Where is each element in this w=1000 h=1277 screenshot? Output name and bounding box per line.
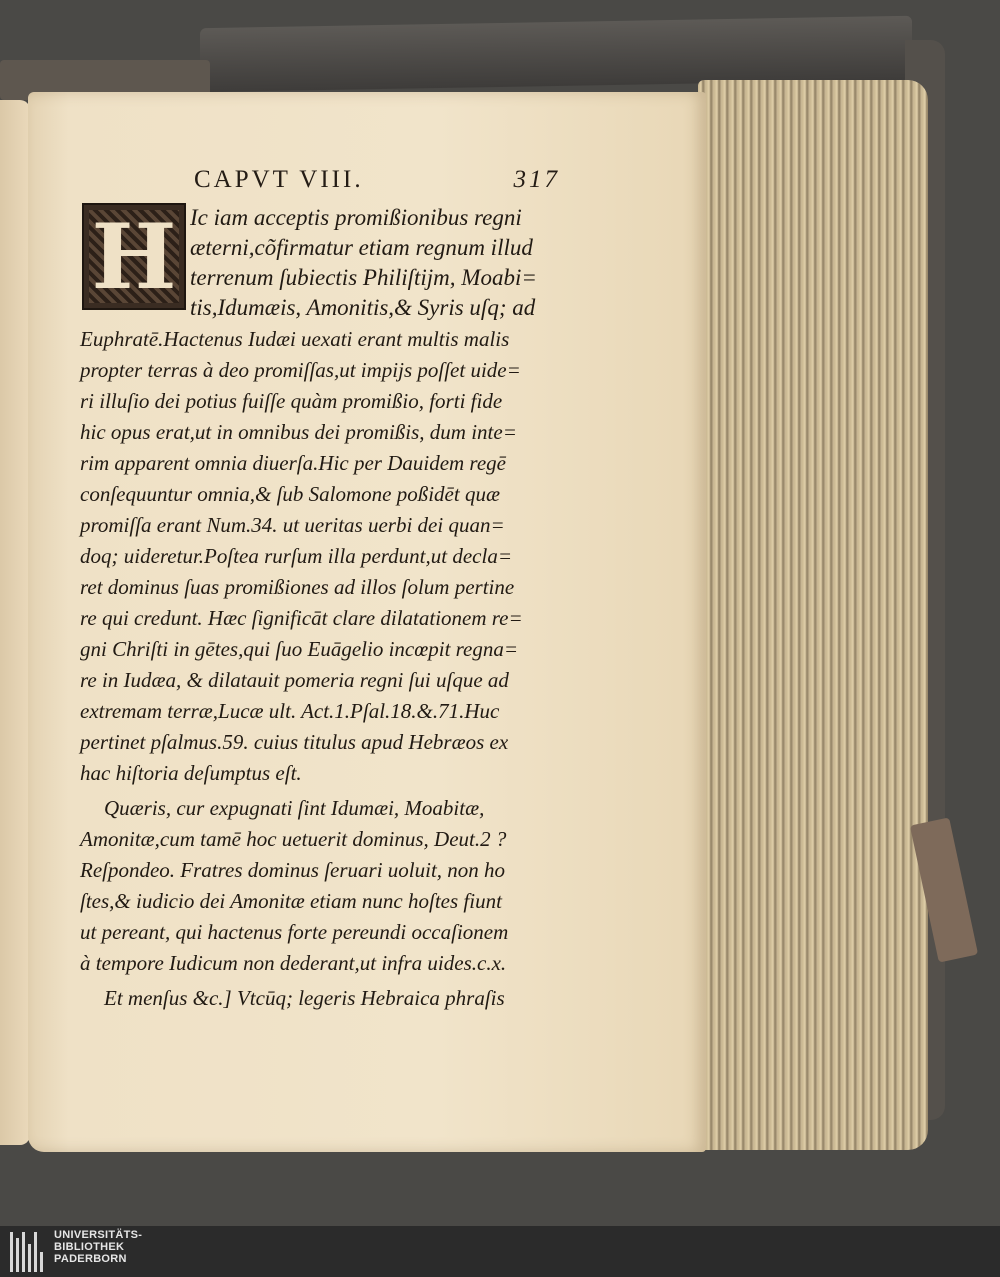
library-name-line3: PADERBORN — [54, 1253, 127, 1265]
text-line: Quæris, cur expugnati ſint Idumæi, Moabitæ, — [104, 796, 485, 820]
text-line: ri illuſio dei potius fuiſſe quàm promißio, forti fide — [80, 389, 503, 413]
text-line: gni Chriſti in gētes,qui ſuo Euāgelio incœpit regna= — [80, 637, 519, 661]
text-line: ſtes,& iudicio dei Amonitæ etiam nunc hoſtes fiunt — [80, 889, 502, 913]
text-line: rim apparent omnia diuerſa.Hic per Dauidem regē — [80, 451, 506, 475]
footer-bar — [0, 1226, 1000, 1277]
decorated-initial — [82, 203, 186, 310]
page-header — [190, 166, 560, 200]
text-line: re qui credunt. Hæc ſignificāt clare dilatationem re= — [80, 606, 523, 630]
text-line: promiſſa erant Num.34. ut ueritas uerbi dei quan= — [80, 513, 505, 537]
text-line: propter terras à deo promiſſas,ut impijs poſſet uide= — [80, 358, 521, 382]
text-line: conſequuntur omnia,& ſub Salomone poßidēt quæ — [80, 482, 500, 506]
page-edges — [698, 80, 928, 1150]
text-line: Amonitæ,cum tamē hoc uetuerit dominus, Deut.2 ? — [80, 827, 507, 851]
page-number: 317 — [513, 166, 560, 193]
text-line: hic opus erat,ut in omnibus dei promißis, dum inte= — [80, 420, 517, 444]
library-logo-icon — [8, 1232, 48, 1272]
text-line: Reſpondeo. Fratres dominus ſeruari uoluit, non ho — [80, 858, 506, 882]
chapter-title: CAPVT VIII. — [194, 166, 364, 193]
text-line: tis,Idumæis, Amonitis,& Syris uſq; ad — [190, 295, 536, 320]
text-line: hac hiſtoria deſumptus eſt. — [80, 761, 302, 785]
text-line: terrenum ſubiectis Philiſtijm, Moabi= — [190, 265, 537, 290]
text-line: à tempore Iudicum non dederant,ut infra uides.c.x. — [80, 951, 507, 975]
text-line: ut pereant, qui hactenus forte pereundi occaſionem — [80, 920, 509, 944]
library-name-line2: BIBLIOTHEK — [54, 1241, 125, 1253]
text-line: Ic iam acceptis promißionibus regni — [190, 205, 522, 230]
text-line: æterni,cõfirmatur etiam regnum illud — [190, 235, 533, 260]
text-line: re in Iudæa, & dilatauit pomeria regni ſui uſque ad — [80, 668, 509, 692]
left-page-edge — [0, 100, 30, 1145]
library-name — [54, 1229, 142, 1265]
initial-letter: H — [91, 203, 177, 310]
text-line: doq; uideretur.Poſtea rurſum illa perdunt,ut decla= — [80, 544, 512, 568]
text-line: Euphratē.Hactenus Iudæi uexati erant multis malis — [80, 327, 510, 351]
text-line: ret dominus ſuas promißiones ad illos ſolum pertine — [80, 575, 515, 599]
text-line: pertinet pſalmus.59. cuius titulus apud Hebræos ex — [80, 730, 509, 754]
text-line: extremam terræ,Lucæ ult. Act.1.Pſal.18.&.71.Huc — [80, 699, 500, 723]
library-name-line1: UNIVERSITÄTS- — [54, 1229, 143, 1241]
text-line: Et menſus &c.] Vtcūq; legeris Hebraica phraſis — [104, 986, 505, 1010]
